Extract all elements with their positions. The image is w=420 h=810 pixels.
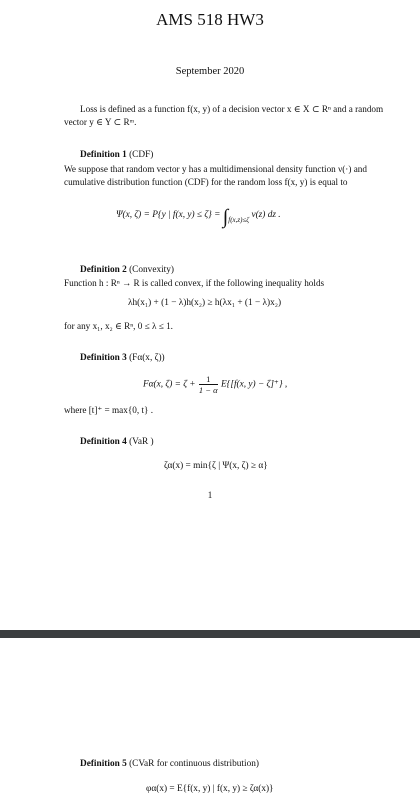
definition-5-label: Definition 5 [80,759,127,769]
definition-1-equation [116,206,281,229]
page-number: 1 [207,490,213,500]
page-separator [0,630,420,638]
page-2 [0,638,420,810]
integral-domain: f(x,z)≤ζ [228,216,250,224]
definition-1-text: We suppose that random vector y has a multidimensional density function ν(·) and cumulative distribution function (CDF) for the random loss f(x, y) is equal to [64,164,367,187]
definition-3-label: Definition 3 [80,353,127,363]
definition-2-equation: λh(x₁) + (1 − λ)h(x₂) ≥ h(λx₁ + (1 − λ)x₂) [128,298,282,308]
definition-2-heading [80,265,174,275]
definition-2-label: Definition 2 [80,265,127,275]
definition-1-name: (CDF) [129,150,154,160]
definition-2-text: Function h : Rⁿ → R is called convex, if the following inequality holds [64,278,325,288]
fraction-numerator: 1 [199,374,218,385]
definition-1-equation-lhs: Ψ(x, ζ) = P{y | f(x, y) ≤ ζ} = [116,210,221,220]
definition-3-name: (Fα(x, ζ)) [129,353,165,363]
definition-3-equation-left: Fα(x, ζ) = ζ + [143,379,196,390]
definition-3-after: where [t]⁺ = max{0, t} . [64,405,154,415]
definition-3-equation [143,374,287,395]
definition-4-equation: ζα(x) = min{ζ | Ψ(x, ζ) ≥ α} [164,461,268,471]
definition-1-label: Definition 1 [80,150,127,160]
definition-4-heading [80,437,154,447]
intro-paragraph: Loss is defined as a function f(x, y) of a decision vector x ∈ X ⊂ Rⁿ and a random vector y ∈ Y ⊂ Rᵐ. [64,104,384,127]
fraction-denominator: 1 − α [198,385,218,395]
integral-symbol: ∫ [222,206,229,228]
definition-2-after: for any x₁, x₂ ∈ Rⁿ, 0 ≤ λ ≤ 1. [64,321,173,331]
definition-1-heading [80,150,153,160]
definition-2-name: (Convexity) [129,265,175,275]
definition-5-heading [80,759,259,769]
definition-5-name: (CVaR for continuous distribution) [129,759,259,769]
definition-1-integrand: ν(z) dz . [251,210,281,220]
definition-4-label: Definition 4 [80,437,127,447]
document-date: September 2020 [175,66,245,77]
definition-5-equation: φα(x) = E{f(x, y) | f(x, y) ≥ ζα(x)} [146,784,274,794]
definition-3-heading [80,353,165,363]
definition-4-name: (VaR ) [129,437,154,447]
document-title: AMS 518 HW3 [156,10,264,29]
fraction [199,374,218,395]
definition-3-equation-right: E{[f(x, y) − ζ]⁺} , [220,379,288,390]
